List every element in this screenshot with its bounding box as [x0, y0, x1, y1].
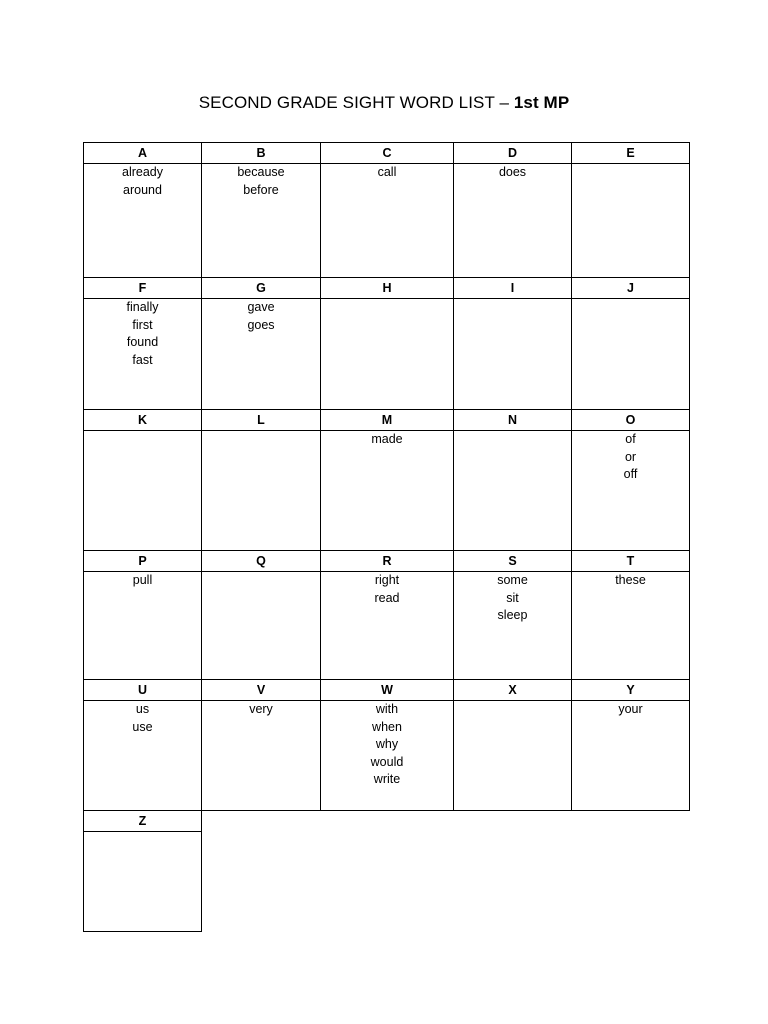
sight-word: first [132, 317, 153, 332]
word-cell-o [572, 431, 690, 551]
sight-word: of [625, 432, 636, 446]
word-cell-r [321, 572, 454, 680]
letter-header-i: I [454, 278, 572, 299]
word-cell-p [84, 572, 202, 680]
blank-space [321, 832, 454, 932]
word-row [84, 572, 690, 680]
sight-word: fast [132, 352, 153, 367]
sight-word: would [370, 754, 404, 769]
sight-word: with [375, 702, 399, 716]
blank-space [572, 811, 690, 832]
word-cell-k [84, 431, 202, 551]
word-row [84, 164, 690, 278]
letter-header-d: D [454, 143, 572, 164]
word-cell-q [202, 572, 321, 680]
sight-word: write [373, 772, 401, 786]
word-cell-h [321, 299, 454, 410]
page-title [0, 93, 768, 113]
letter-header-j: J [572, 278, 690, 299]
blank-space [572, 832, 690, 932]
title-text: SECOND GRADE SIGHT WORD LIST – [198, 93, 514, 112]
title-marking-period: 1st MP [513, 93, 570, 112]
sight-word: when [372, 719, 402, 734]
letter-header-w: W [321, 680, 454, 701]
sight-word: off [623, 467, 638, 481]
letter-header-e: E [572, 143, 690, 164]
letter-header-q: Q [202, 551, 321, 572]
letter-header-p: P [84, 551, 202, 572]
letter-header-row [84, 410, 690, 431]
sight-word: your [618, 702, 643, 716]
word-cell-n [454, 431, 572, 551]
word-cell-t [572, 572, 690, 680]
word-cell-s [454, 572, 572, 680]
sight-word: found [126, 335, 159, 349]
word-cell-c [321, 164, 454, 278]
sight-word: right [374, 573, 400, 587]
word-cell-l [202, 431, 321, 551]
sight-word: some [497, 573, 528, 587]
sight-word: sleep [497, 608, 528, 622]
letter-header-n: N [454, 410, 572, 431]
word-row [84, 431, 690, 551]
sight-word: use [132, 719, 153, 734]
letter-header-x: X [454, 680, 572, 701]
letter-header-v: V [202, 680, 321, 701]
letter-header-l: L [202, 410, 321, 431]
sight-word: us [135, 702, 150, 716]
letter-header-row [84, 551, 690, 572]
letter-header-u: U [84, 680, 202, 701]
letter-header-y: Y [572, 680, 690, 701]
sight-word: read [374, 590, 400, 605]
sight-word: call [377, 165, 397, 179]
word-cell-i [454, 299, 572, 410]
sight-word-table [83, 142, 690, 932]
word-cell-f [84, 299, 202, 410]
word-cell-d [454, 164, 572, 278]
sight-word: gave [247, 300, 275, 314]
sight-word: pull [132, 573, 153, 587]
sight-word: or [624, 449, 637, 464]
sight-word: already [122, 165, 163, 179]
word-cell-j [572, 299, 690, 410]
sight-word: these [615, 573, 646, 587]
word-cell-z [84, 832, 202, 932]
sight-word: very [249, 702, 273, 716]
sight-word: made [371, 432, 403, 446]
word-row [84, 832, 690, 932]
letter-header-c: C [321, 143, 454, 164]
letter-header-m: M [321, 410, 454, 431]
word-cell-e [572, 164, 690, 278]
letter-header-a: A [84, 143, 202, 164]
sight-word: why [375, 737, 399, 751]
letter-header-z: Z [84, 811, 202, 832]
letter-header-b: B [202, 143, 321, 164]
sight-word: finally [126, 300, 159, 314]
letter-header-g: G [202, 278, 321, 299]
letter-header-row [84, 278, 690, 299]
word-row [84, 299, 690, 410]
letter-header-row [84, 680, 690, 701]
word-cell-x [454, 701, 572, 811]
letter-header-f: F [84, 278, 202, 299]
word-cell-u [84, 701, 202, 811]
word-cell-v [202, 701, 321, 811]
blank-space [202, 811, 321, 832]
sight-word: sit [506, 590, 519, 605]
letter-header-row [84, 811, 690, 832]
letter-header-s: S [454, 551, 572, 572]
blank-space [202, 832, 321, 932]
word-cell-w [321, 701, 454, 811]
letter-header-t: T [572, 551, 690, 572]
letter-header-h: H [321, 278, 454, 299]
sight-word: before [243, 182, 279, 197]
letter-header-o: O [572, 410, 690, 431]
word-cell-y [572, 701, 690, 811]
sight-word: because [237, 165, 285, 179]
word-row [84, 701, 690, 811]
letter-header-row [84, 143, 690, 164]
sight-word: goes [247, 317, 275, 332]
letter-header-r: R [321, 551, 454, 572]
blank-space [454, 811, 572, 832]
word-cell-a [84, 164, 202, 278]
word-cell-m [321, 431, 454, 551]
letter-header-k: K [84, 410, 202, 431]
sight-word: around [123, 182, 162, 197]
blank-space [321, 811, 454, 832]
word-cell-b [202, 164, 321, 278]
sight-word: does [498, 165, 527, 179]
blank-space [454, 832, 572, 932]
word-cell-g [202, 299, 321, 410]
